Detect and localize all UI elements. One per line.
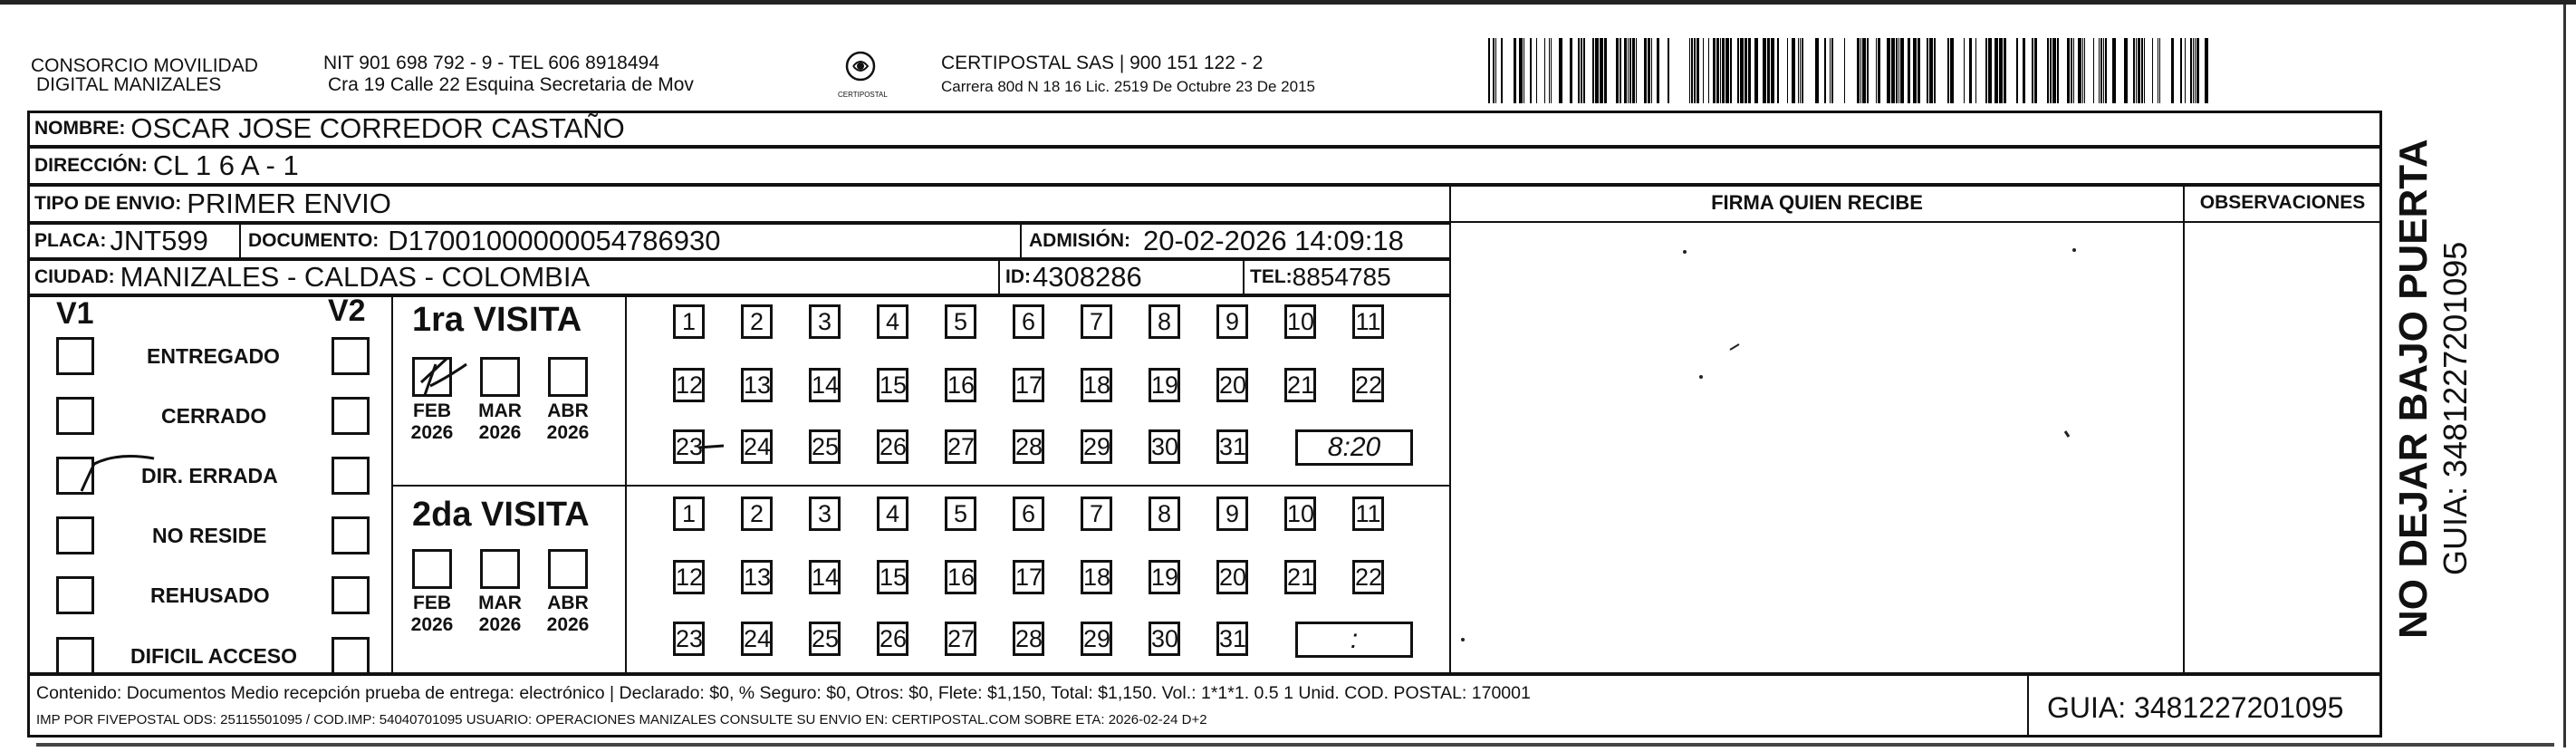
direccion-value: CL 1 6 A - 1: [152, 149, 299, 181]
v2-checkbox[interactable]: [332, 576, 370, 614]
observaciones-label: OBSERVACIONES: [2199, 192, 2366, 213]
day-box[interactable]: 11: [1352, 497, 1384, 531]
footer-guia: GUIA: 3481227201095: [2047, 691, 2344, 724]
month-check-mark-icon: [412, 350, 476, 404]
placa-label: PLACA:: [34, 230, 107, 251]
side-no-dejar: NO DEJAR BAJO PUERTA: [2391, 139, 2436, 639]
id-value: 4308286: [1033, 261, 1142, 293]
day-box[interactable]: 21: [1284, 560, 1316, 594]
day-box[interactable]: 8: [1149, 304, 1180, 339]
month-name: ABR: [547, 400, 589, 421]
form-right-edge: [2563, 5, 2566, 747]
status-label: CERRADO: [161, 404, 267, 428]
firma-label: FIRMA QUIEN RECIBE: [1711, 191, 1923, 214]
month-checkbox[interactable]: [412, 549, 452, 589]
day-box[interactable]: 24: [741, 429, 773, 464]
month-year: 2026: [410, 614, 454, 635]
month-label: [475, 400, 525, 444]
documento-label: DOCUMENTO:: [248, 230, 380, 251]
day-box[interactable]: 31: [1216, 622, 1248, 656]
day-box[interactable]: 2: [741, 304, 773, 339]
ciudad-value: MANIZALES - CALDAS - COLOMBIA: [120, 261, 591, 293]
day-box[interactable]: 29: [1081, 429, 1112, 464]
day-box[interactable]: 11: [1352, 304, 1384, 339]
day-box[interactable]: 28: [1013, 429, 1044, 464]
day-box[interactable]: 18: [1081, 368, 1112, 402]
month-label: [407, 400, 457, 444]
day-box[interactable]: 3: [809, 497, 841, 531]
nombre-value: OSCAR JOSE CORREDOR CASTAÑO: [130, 112, 625, 144]
day-box[interactable]: 10: [1284, 497, 1316, 531]
time-value: 8:20: [1327, 432, 1381, 462]
day-box[interactable]: 25: [809, 429, 841, 464]
month-year: 2026: [546, 614, 590, 635]
day-box[interactable]: 15: [877, 560, 908, 594]
time-box[interactable]: [1295, 429, 1413, 466]
v1-check-mark-icon: [63, 448, 163, 493]
day-box[interactable]: 16: [945, 560, 976, 594]
day-box[interactable]: 13: [741, 560, 773, 594]
time-value: :: [1350, 624, 1359, 654]
day-box[interactable]: 15: [877, 368, 908, 402]
documento-cell: [241, 225, 1005, 257]
day-box[interactable]: 14: [809, 368, 841, 402]
side-guia-wrap: [2437, 242, 2475, 575]
id-cell: [1000, 261, 1245, 294]
day-box[interactable]: 1: [673, 497, 705, 531]
status-label: REHUSADO: [150, 583, 270, 607]
observaciones-header: [2183, 185, 2382, 223]
status-label: NO RESIDE: [152, 524, 267, 547]
day-box[interactable]: 10: [1284, 304, 1316, 339]
month-name: FEB: [413, 593, 451, 613]
company2-line1: CERTIPOSTAL SAS | 900 151 122 - 2: [941, 53, 1264, 73]
footer-divider: [2027, 674, 2029, 738]
month-year: 2026: [546, 422, 590, 443]
day-box[interactable]: 27: [945, 622, 976, 656]
admision-value: 20-02-2026 14:09:18: [1143, 225, 1404, 256]
month-name: MAR: [478, 400, 522, 421]
month-label: [475, 593, 525, 636]
month-year: 2026: [410, 422, 454, 443]
day-box[interactable]: 27: [945, 429, 976, 464]
day-box[interactable]: 5: [945, 304, 976, 339]
v2-checkbox[interactable]: [332, 637, 370, 675]
day-box[interactable]: 30: [1149, 622, 1180, 656]
day-box[interactable]: 21: [1284, 368, 1316, 402]
v2-checkbox[interactable]: [332, 337, 370, 375]
month-checkbox[interactable]: [480, 357, 520, 397]
ciudad-cell: [29, 261, 998, 294]
logo-caption: CERTIPOSTAL: [838, 91, 888, 99]
v2-checkbox[interactable]: [332, 516, 370, 554]
row-ciudad: [27, 259, 1451, 295]
month-label: [543, 400, 593, 444]
footer-line1: Contenido: Documentos Medio recepción prueba de entrega: electrónico | Declarado: $0, % Seguro: $0, Otros: $0, Flete: $1,150, Total: $1,150. Vol.: 1*1*1. 0.5 1 Unid. COD. POSTAL: 170001: [36, 683, 1531, 703]
day-box[interactable]: 5: [945, 497, 976, 531]
v1-checkbox[interactable]: [56, 516, 94, 554]
row-nombre: [27, 111, 2382, 147]
day-box[interactable]: 9: [1216, 304, 1248, 339]
v1-checkbox[interactable]: [56, 576, 94, 614]
month-name: FEB: [413, 400, 451, 421]
row-direccion: [27, 147, 2382, 185]
observaciones-column: [2183, 185, 2382, 674]
day-box[interactable]: 16: [945, 368, 976, 402]
direccion-label: DIRECCIÓN:: [34, 155, 148, 176]
ciudad-label: CIUDAD:: [34, 266, 115, 287]
month-year: 2026: [478, 422, 522, 443]
day-box[interactable]: 29: [1081, 622, 1112, 656]
nombre-label: NOMBRE:: [34, 118, 126, 139]
status-label: DIR. ERRADA: [141, 464, 278, 487]
v1-checkbox[interactable]: [56, 337, 94, 375]
day-box[interactable]: 30: [1149, 429, 1180, 464]
day-box[interactable]: 19: [1149, 560, 1180, 594]
day-box[interactable]: 26: [877, 622, 908, 656]
day-box[interactable]: 25: [809, 622, 841, 656]
month-name: ABR: [547, 593, 589, 613]
company1-line2: DIGITAL MANIZALES: [36, 74, 222, 95]
day-box[interactable]: 17: [1013, 368, 1044, 402]
day-box[interactable]: 1: [673, 304, 705, 339]
time-box[interactable]: [1295, 622, 1413, 658]
signature-marks: [1449, 223, 2185, 674]
v1-checkbox[interactable]: [56, 397, 94, 435]
v1-checkbox[interactable]: [56, 637, 94, 675]
tel-cell: [1245, 261, 1451, 294]
row-placa: [27, 223, 1451, 259]
scan-bottom-edge: [36, 743, 2554, 747]
v2-header: V2: [328, 294, 366, 328]
day-box[interactable]: 4: [877, 497, 908, 531]
day-box[interactable]: 17: [1013, 560, 1044, 594]
month-checkbox[interactable]: [548, 357, 588, 397]
status-label: DIFICIL ACCESO: [130, 644, 298, 668]
status-label: ENTREGADO: [147, 344, 280, 368]
day-box[interactable]: 7: [1081, 304, 1112, 339]
company2-line2: Carrera 80d N 18 16 Lic. 2519 De Octubre 23 De 2015: [941, 78, 1315, 95]
placa-cell: [29, 225, 239, 257]
tipo-label: TIPO DE ENVIO:: [34, 193, 182, 214]
day-box[interactable]: 18: [1081, 560, 1112, 594]
certipostal-logo-icon: [838, 50, 888, 99]
day-box[interactable]: 2: [741, 497, 773, 531]
barcode-icon: [1488, 38, 2213, 103]
day-box[interactable]: 6: [1013, 304, 1044, 339]
month-name: MAR: [478, 593, 522, 613]
day-check-mark-icon: [673, 429, 727, 466]
admision-cell: [1022, 225, 1451, 257]
tel-label: TEL:: [1250, 266, 1293, 287]
v2-checkbox[interactable]: [332, 397, 370, 435]
placa-value: JNT599: [110, 225, 208, 256]
scan-top-edge: [0, 0, 2576, 5]
month-label: [407, 593, 457, 636]
v1-header: V1: [56, 296, 94, 331]
company1-line1: CONSORCIO MOVILIDAD: [31, 55, 258, 76]
visit-split-line: [391, 485, 1451, 487]
id-label: ID:: [1005, 266, 1031, 287]
visit1-title: 1ra VISITA: [412, 301, 582, 339]
admision-label: ADMISIÓN:: [1029, 230, 1130, 251]
day-box[interactable]: 12: [673, 368, 705, 402]
month-checkbox[interactable]: [480, 549, 520, 589]
day-box[interactable]: 22: [1352, 560, 1384, 594]
day-box[interactable]: 22: [1352, 368, 1384, 402]
address-line: Cra 19 Calle 22 Esquina Secretaria de Mov: [328, 74, 694, 95]
documento-value: D17001000000054786930: [388, 225, 721, 256]
day-box[interactable]: 23: [673, 622, 705, 656]
month-checkbox[interactable]: [548, 549, 588, 589]
row-tipo: [27, 185, 1451, 223]
day-box[interactable]: 28: [1013, 622, 1044, 656]
v2-checkbox[interactable]: [332, 457, 370, 495]
day-box[interactable]: 26: [877, 429, 908, 464]
day-box[interactable]: 23: [673, 429, 705, 464]
day-box[interactable]: 8: [1149, 497, 1180, 531]
month-label: [543, 593, 593, 636]
day-box[interactable]: 31: [1216, 429, 1248, 464]
day-box[interactable]: 12: [673, 560, 705, 594]
day-box[interactable]: 20: [1216, 368, 1248, 402]
day-box[interactable]: 3: [809, 304, 841, 339]
tel-value: 8854785: [1292, 263, 1391, 291]
footer-line2: IMP POR FIVEPOSTAL ODS: 25115501095 / COD.IMP: 54040701095 USUARIO: OPERACIONES MANIZALES CONSULTE SU ENVIO EN: CERTIPOSTAL.COM SOBRE ETA: 2026-02-24 D+2: [36, 712, 1207, 728]
tipo-value: PRIMER ENVIO: [187, 188, 391, 219]
day-box[interactable]: 7: [1081, 497, 1112, 531]
firma-header: [1449, 185, 2185, 223]
visit2-title: 2da VISITA: [412, 496, 590, 534]
day-box[interactable]: 9: [1216, 497, 1248, 531]
day-box[interactable]: 24: [741, 622, 773, 656]
day-box[interactable]: 19: [1149, 368, 1180, 402]
day-box[interactable]: 4: [877, 304, 908, 339]
day-box[interactable]: 14: [809, 560, 841, 594]
day-box[interactable]: 13: [741, 368, 773, 402]
side-text: [2391, 139, 2437, 639]
day-box[interactable]: 6: [1013, 497, 1044, 531]
nit-line: NIT 901 698 792 - 9 - TEL 606 8918494: [323, 53, 659, 73]
month-year: 2026: [478, 614, 522, 635]
day-box[interactable]: 20: [1216, 560, 1248, 594]
side-guia: GUIA: 3481227201095: [2437, 241, 2474, 575]
